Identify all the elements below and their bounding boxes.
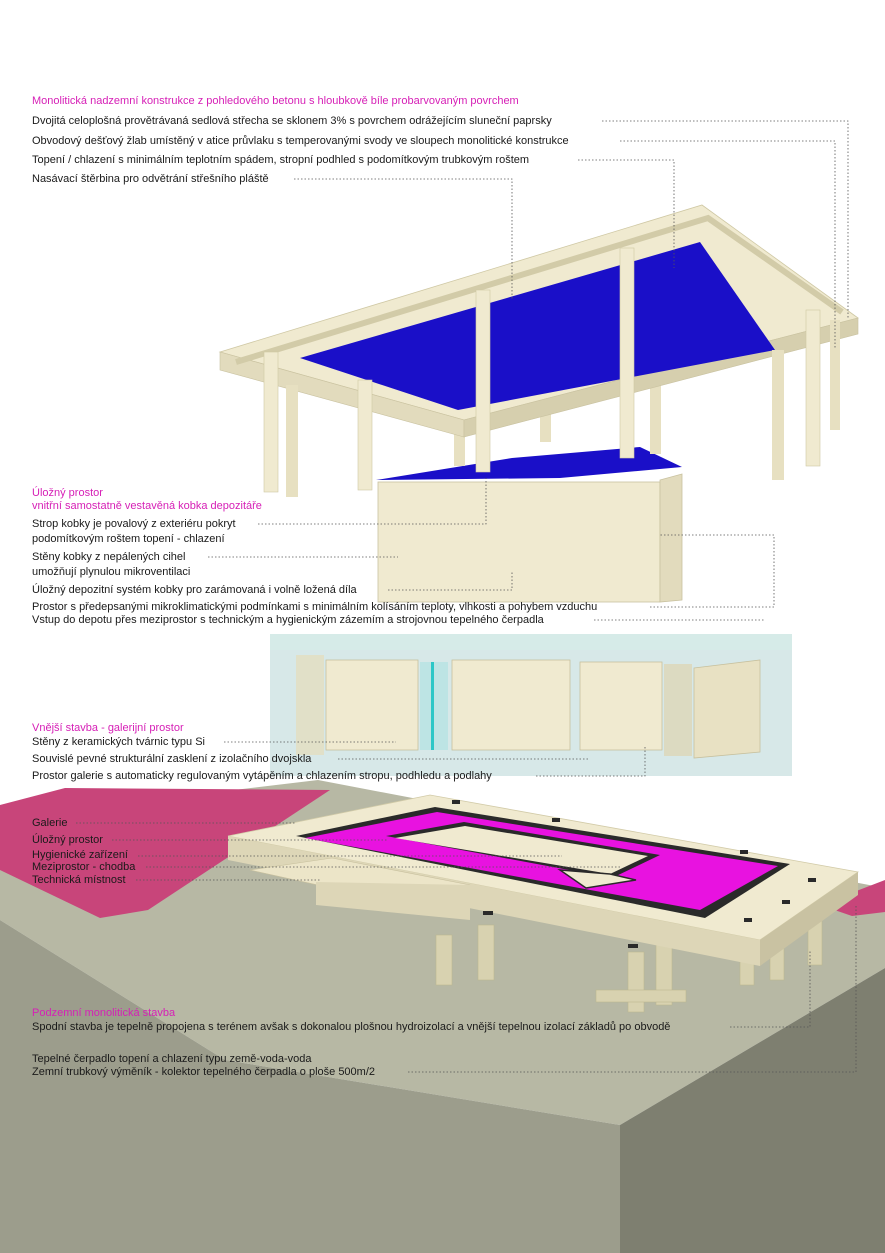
- storage-item-7: Vstup do depotu přes meziprostor s technickým a hygienickým zázemím a strojovnou tepelného čerpadla: [32, 614, 544, 626]
- gallery-wall-right: [580, 662, 662, 750]
- gallery-shell: [270, 634, 792, 776]
- notch: [552, 818, 560, 822]
- storage-item-6: Prostor s předepsanými mikroklimatickými podmínkami s minimálním kolísáním teploty, vlhkosti a pohybem vzduchu: [32, 601, 598, 613]
- roof-item-4: Nasávací štěrbina pro odvětrání střešního pláště: [32, 173, 269, 185]
- storage-item-4: umožňují plynulou mikroventilaci: [32, 566, 191, 578]
- vault-blue-ceiling: [376, 447, 682, 480]
- column: [358, 380, 372, 490]
- notch: [628, 944, 638, 948]
- storage-subheading: vnitřní samostatně vestavěná kobka depozitáře: [32, 500, 262, 512]
- pier: [628, 952, 644, 1012]
- notch: [740, 850, 748, 854]
- notch: [483, 911, 493, 915]
- gallery-wall-side: [664, 664, 692, 756]
- gallery-wall-left: [326, 660, 418, 750]
- roof-structure: [220, 205, 858, 497]
- pier: [436, 935, 452, 985]
- glazing-top: [270, 634, 792, 650]
- gallery-wall-back-left: [296, 655, 324, 755]
- pier: [478, 925, 494, 980]
- gallery-item-3: Prostor galerie s automaticky regulovaným vytápěním a chlazením stropu, podhledu a podlahy: [32, 770, 492, 782]
- roof-item-2: Obvodový dešťový žlab umístěný v atice průvlaku s temperovanými svody ve sloupech monolitické konstrukce: [32, 135, 569, 147]
- notch: [744, 918, 752, 922]
- plan-item-corridor: Meziprostor - chodba: [32, 861, 136, 873]
- plan-item-galerie: Galerie: [32, 817, 68, 829]
- column: [806, 310, 820, 466]
- notch: [782, 900, 790, 904]
- vault-front: [378, 482, 660, 602]
- underground-heading: Podzemní monolitická stavba: [32, 1007, 176, 1019]
- notch: [808, 878, 816, 882]
- column: [620, 248, 634, 458]
- underground-item-1: Spodní stavba je tepelně propojena s terénem avšak s dokonalou plošnou hydroizolací a vnější tepelnou izolací základů po obvodě: [32, 1021, 671, 1033]
- storage-item-2: podomítkovým roštem topení - chlazení: [32, 533, 225, 545]
- storage-item-3: Stěny kobky z nepálených cihel: [32, 551, 186, 563]
- storage-item-5: Úložný depozitní systém kobky pro zarámovaná i volně ložená díla: [32, 584, 357, 596]
- roof-item-1: Dvojitá celoplošná provětrávaná sedlová střecha se sklonem 3% s povrchem odrážejícím sluneční paprsky: [32, 115, 552, 127]
- column: [286, 385, 298, 497]
- gallery-heading: Vnější stavba - galerijní prostor: [32, 722, 184, 734]
- plan-item-technical: Technická místnost: [32, 874, 126, 886]
- underground-item-2: Tepelné čerpadlo topení a chlazení typu země-voda-voda: [32, 1053, 312, 1065]
- column: [264, 352, 278, 492]
- roof-item-3: Topení / chlazení s minimálním teplotním spádem, stropní podhled s podomítkovým trubkovým roštem: [32, 154, 530, 166]
- column: [476, 290, 490, 472]
- pier-beam: [596, 990, 686, 1002]
- underground-item-3: Zemní trubkový výměník - kolektor tepelného čerpadla o ploše 500m/2: [32, 1066, 376, 1078]
- notch: [452, 800, 460, 804]
- roof-heading: Monolitická nadzemní konstrukce z pohledového betonu s hloubkově bíle probarvovaným povrchem: [32, 95, 519, 107]
- storage-vault: [376, 447, 682, 602]
- plan-item-storage: Úložný prostor: [32, 834, 103, 846]
- vault-side: [660, 474, 682, 602]
- gallery-wall-end: [694, 660, 760, 758]
- gallery-item-2: Souvislé pevné strukturální zasklení z izolačního dvojskla: [32, 753, 312, 765]
- column: [772, 350, 784, 480]
- storage-heading: Úložný prostor: [32, 487, 103, 499]
- glass-slot-line: [431, 662, 434, 750]
- gallery-item-1: Stěny z keramických tvárnic typu Si: [32, 736, 206, 748]
- gallery-wall-center: [452, 660, 570, 750]
- plan-item-hygiene: Hygienické zařízení: [32, 849, 128, 861]
- storage-item-1: Strop kobky je povalový z exteriéru pokryt: [32, 518, 236, 530]
